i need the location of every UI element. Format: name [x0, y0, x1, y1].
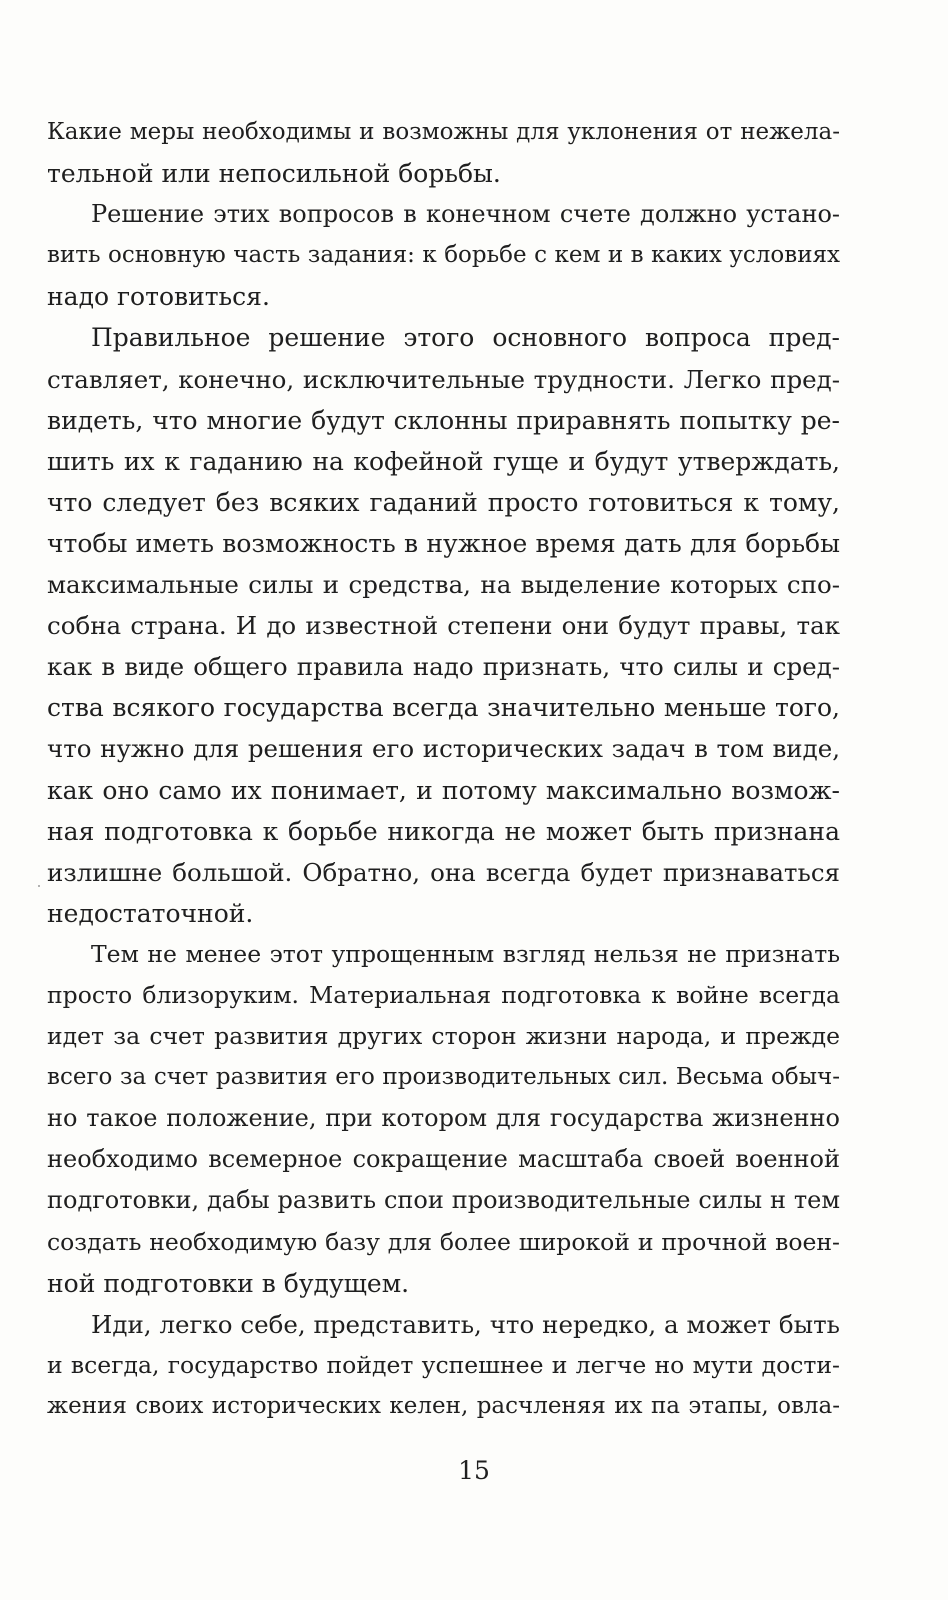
text-line: Решение этих вопросов в конечном счете должно устано- [91, 200, 840, 229]
text-line: шить их к гаданию на кофейной гуще и будут утверждать, [47, 446, 840, 476]
text-line: недостаточной. [47, 898, 254, 928]
text-line: как в виде общего правила надо признать, что силы и сред- [47, 652, 840, 682]
text-line: что следует без всяких гаданий просто готовиться к тому, [47, 487, 840, 517]
text-line: собна страна. И до известной степени они будут правы, так [47, 611, 840, 641]
text-line: как оно само их понимает, и потому максимально возмож- [47, 775, 840, 805]
page-number: 15 [458, 1456, 490, 1485]
text-line: Тем не менее этот упрощенным взгляд нельзя не признать [91, 939, 840, 968]
text-line: просто близоруким. Материальная подготовка к войне всегда [47, 980, 840, 1009]
text-line: Правильное решение этого основного вопроса пред- [91, 323, 840, 353]
text-line: создать необходимую базу для более широкой и прочной воен- [47, 1227, 840, 1256]
text-line: излишне большой. Обратно, она всегда будет признаваться [47, 857, 840, 887]
text-line: необходимо всемерное сокращение масштаба своей военной [47, 1145, 840, 1174]
text-line: чтобы иметь возможность в нужное время дать для борьбы [47, 528, 840, 558]
text-line: и всегда, государство пойдет успешнее и легче но мути дости- [47, 1350, 840, 1379]
text-line: ства всякого государства всегда значительно меньше того, [47, 693, 840, 723]
text-line: идет за счет развития других сторон жизни народа, и прежде [47, 1022, 840, 1051]
text-line: но такое положение, при котором для государства жизненно [47, 1104, 840, 1133]
text-line: надо готовиться. [47, 282, 270, 312]
text-line: видеть, что многие будут склонны приравнять попытку ре- [47, 405, 840, 435]
text-line: вить основную часть задания: к борьбе с кем и в каких условиях [47, 242, 840, 269]
text-line: Иди, легко себе, представить, что нередко, а может быть [91, 1309, 840, 1339]
text-line: всего за счет развития его производительных сил. Весьма обыч- [47, 1064, 840, 1091]
body-text [47, 112, 840, 1427]
text-line: ная подготовка к борьбе никогда не может быть признана [47, 816, 840, 846]
text-line: что нужно для решения его исторических задач в том виде, [47, 734, 840, 764]
text-line: тельной или непосильной борьбы. [47, 159, 501, 189]
margin-speck [38, 885, 40, 887]
text-line: ной подготовки в будущем. [47, 1268, 410, 1298]
text-line: максимальные силы и средства, на выделение которых спо- [47, 570, 840, 600]
text-line: Какие меры необходимы и возможны для уклонения от нежела- [47, 119, 840, 145]
text-line: ставляет, конечно, исключительные трудности. Легко пред- [47, 364, 840, 394]
text-line: жения своих исторических келен, расчленяя их па этапы, овла- [47, 1392, 840, 1419]
text-line: подготовки, дабы развить спои производительные силы н тем [47, 1186, 840, 1215]
